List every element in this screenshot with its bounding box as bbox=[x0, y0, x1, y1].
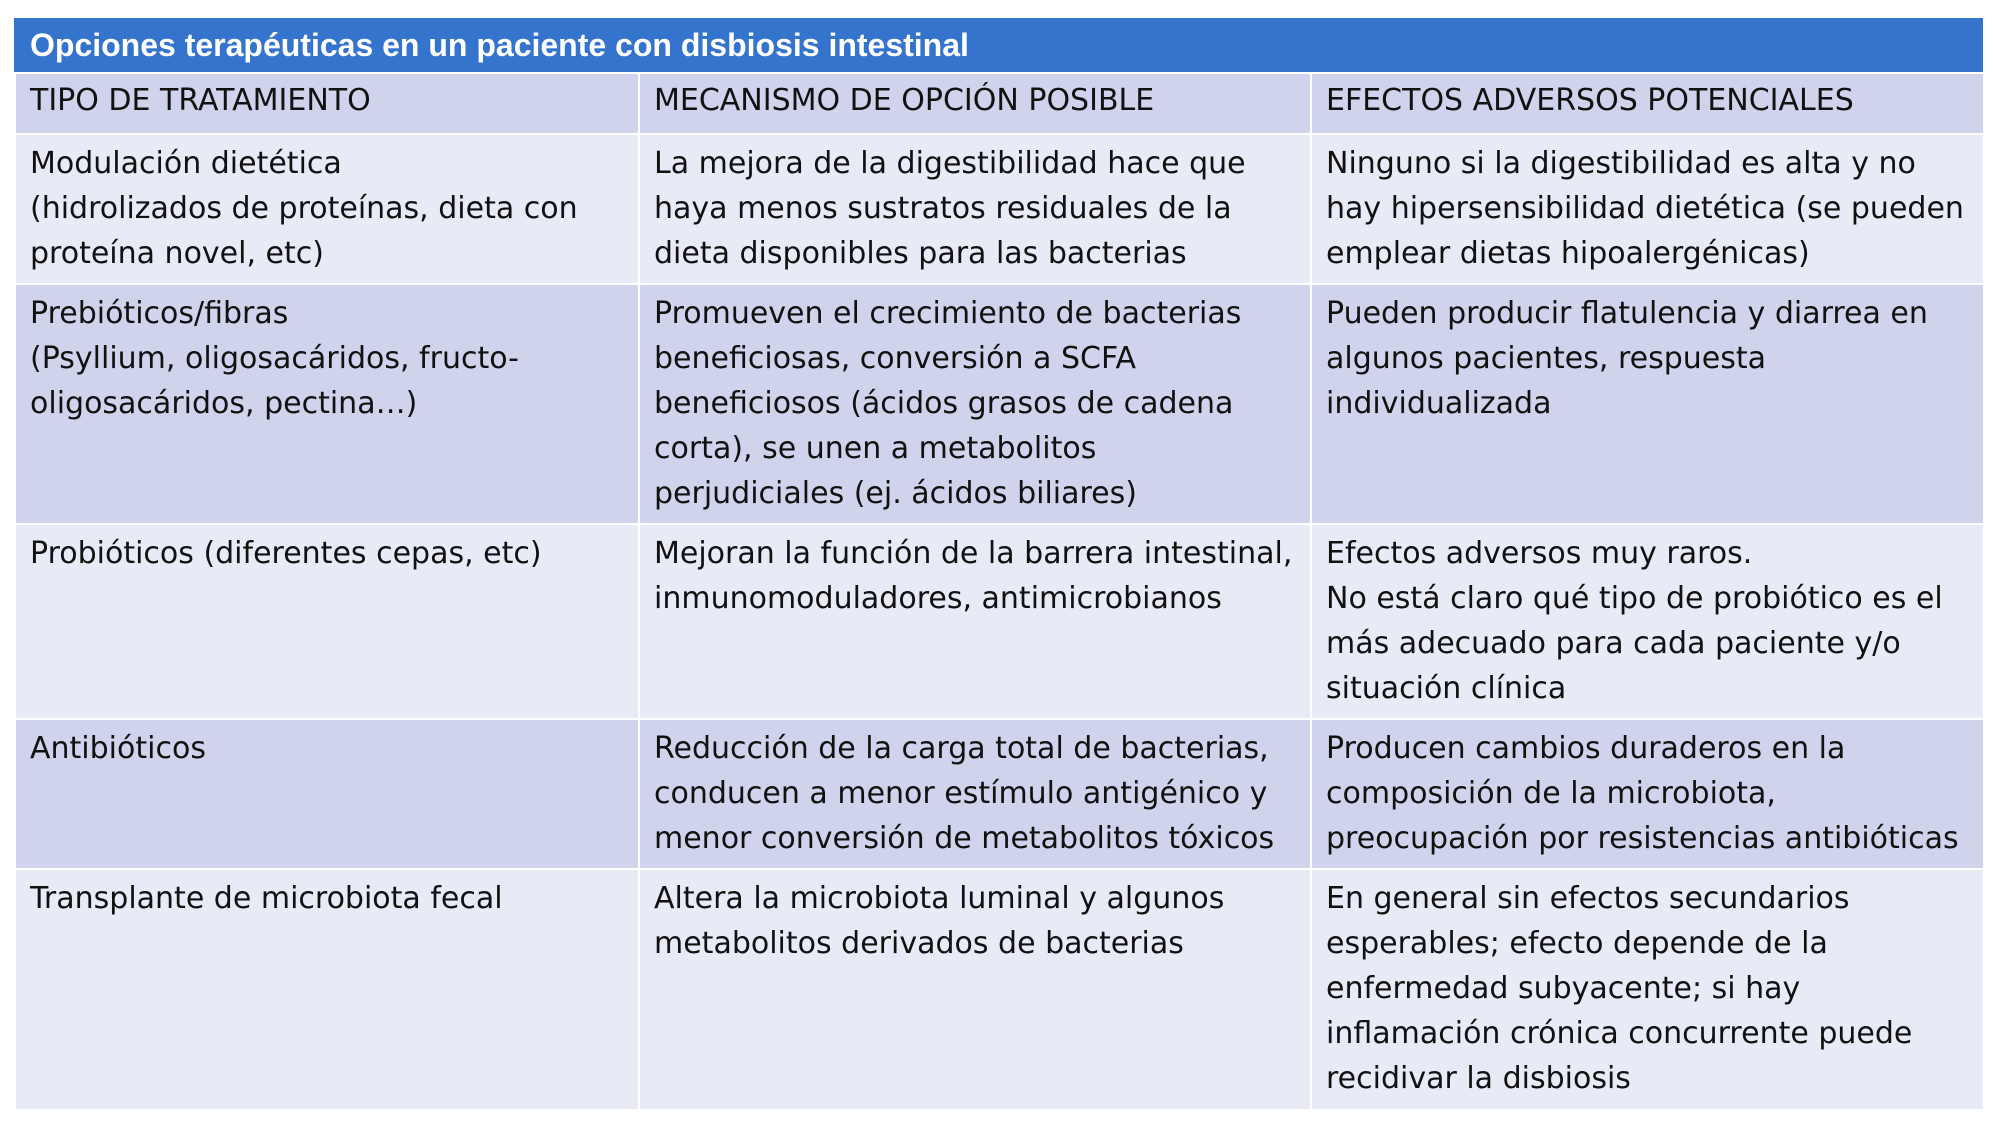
cell-treatment-type: Antibióticos bbox=[15, 719, 639, 869]
table-row bbox=[15, 719, 1984, 869]
cell-adverse-effects: Efectos adversos muy raros. No está claro qué tipo de probiótico es el más adecuado para cada paciente y/o situación clínica bbox=[1311, 524, 1984, 719]
cell-treatment-type: Transplante de microbiota fecal bbox=[15, 869, 639, 1110]
table-row bbox=[15, 284, 1984, 524]
therapy-grid bbox=[14, 72, 1985, 1111]
header-row bbox=[15, 73, 1984, 134]
header-cell-mechanism: MECANISMO DE OPCIÓN POSIBLE bbox=[639, 73, 1311, 134]
cell-mechanism: Altera la microbiota luminal y algunos metabolitos derivados de bacterias bbox=[639, 869, 1311, 1110]
therapy-table bbox=[14, 18, 1983, 1111]
table-row bbox=[15, 869, 1984, 1110]
cell-treatment-type: Modulación dietética (hidrolizados de proteínas, dieta con proteína novel, etc) bbox=[15, 134, 639, 284]
table-title: Opciones terapéuticas en un paciente con disbiosis intestinal bbox=[14, 18, 1983, 72]
cell-treatment-type: Prebióticos/fibras (Psyllium, oligosacáridos, fructo-oligosacáridos, pectina…) bbox=[15, 284, 639, 524]
cell-mechanism: Mejoran la función de la barrera intestinal, inmunomoduladores, antimicrobianos bbox=[639, 524, 1311, 719]
cell-adverse-effects: Ninguno si la digestibilidad es alta y no hay hipersensibilidad dietética (se pueden emplear dietas hipoalergénicas) bbox=[1311, 134, 1984, 284]
table-row bbox=[15, 524, 1984, 719]
header-cell-adverse-effects: EFECTOS ADVERSOS POTENCIALES bbox=[1311, 73, 1984, 134]
cell-mechanism: Reducción de la carga total de bacterias, conducen a menor estímulo antigénico y menor conversión de metabolitos tóxicos bbox=[639, 719, 1311, 869]
cell-adverse-effects: Producen cambios duraderos en la composición de la microbiota, preocupación por resistencias antibióticas bbox=[1311, 719, 1984, 869]
cell-treatment-type: Probióticos (diferentes cepas, etc) bbox=[15, 524, 639, 719]
cell-mechanism: La mejora de la digestibilidad hace que haya menos sustratos residuales de la dieta disponibles para las bacterias bbox=[639, 134, 1311, 284]
cell-adverse-effects: Pueden producir flatulencia y diarrea en algunos pacientes, respuesta individualizada bbox=[1311, 284, 1984, 524]
cell-mechanism: Promueven el crecimiento de bacterias beneficiosas, conversión a SCFA beneficiosos (ácidos grasos de cadena corta), se unen a metabolitos perjudiciales (ej. ácidos biliares) bbox=[639, 284, 1311, 524]
table-row bbox=[15, 134, 1984, 284]
cell-adverse-effects: En general sin efectos secundarios esperables; efecto depende de la enfermedad subyacente; si hay inflamación crónica concurrente puede recidivar la disbiosis bbox=[1311, 869, 1984, 1110]
header-cell-treatment-type: TIPO DE TRATAMIENTO bbox=[15, 73, 639, 134]
